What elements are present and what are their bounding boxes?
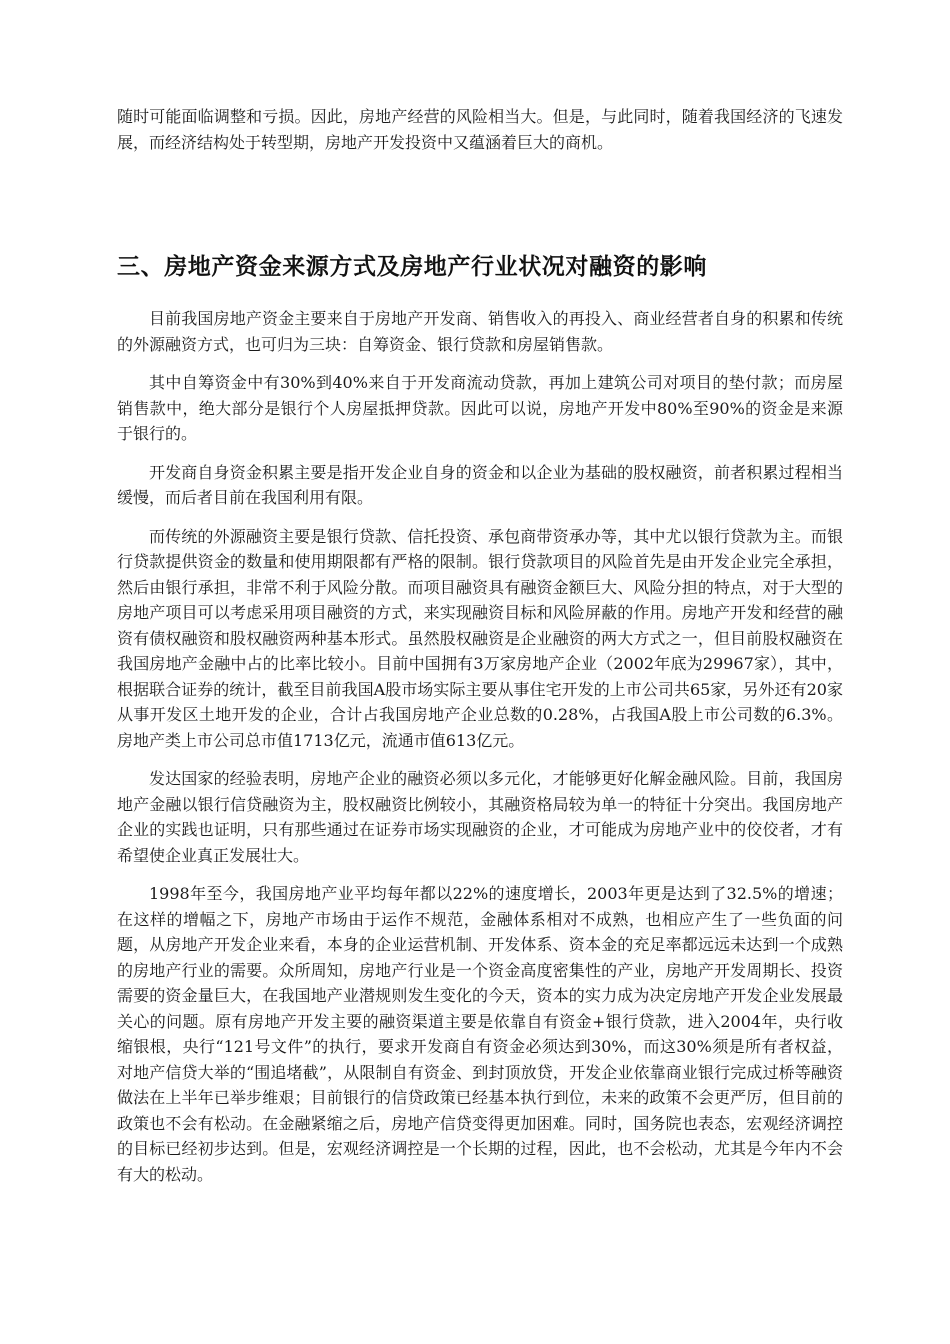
section-heading: 三、房地产资金来源方式及房地产行业状况对融资的影响: [117, 254, 707, 280]
paragraph-external-financing: 而传统的外源融资主要是银行贷款、信托投资、承包商带资承办等，其中尤以银行贷款为主。而银行贷款提供资金的数量和使用期限都有严格的限制。银行贷款项目的风险首先是由开发企业完全承担，然后由银行承担，非常不利于风险分散。而项目融资具有融资金额巨大、风险分担的特点，对于大型的房地产项目可以考虑采用项目融资的方式，来实现融资目标和风险屏蔽的作用。房地产开发和经营的融资有债权融资和股权融资两种基本形式。虽然股权融资是企业融资的两大方式之一，但目前股权融资在我国房地产金融中占的比率比较小。目前中国拥有3万家房地产企业（2002年底为29967家），其中，根据联合证券的统计，截至目前我国A股市场实际主要从事住宅开发的上市公司共65家，另外还有20家从事开发区土地开发的企业，合计占我国房地产企业总数的0.28%，占我国A股上市公司数的6.3%。房地产类上市公司总市值1713亿元，流通市值613亿元。: [117, 526, 843, 750]
paragraph-funding-sources: 目前我国房地产资金主要来自于房地产开发商、销售收入的再投入、商业经营者自身的积累和传统的外源融资方式，也可归为三块：自筹资金、银行贷款和房屋销售款。: [117, 309, 843, 354]
intro-paragraph: 随时可能面临调整和亏损。因此，房地产经营的风险相当大。但是，与此同时，随着我国经济的飞速发展，而经济结构处于转型期，房地产开发投资中又蕴涵着巨大的商机。: [117, 107, 843, 152]
paragraph-diversified-financing: 发达国家的经验表明，房地产企业的融资必须以多元化，才能够更好化解金融风险。目前，我国房地产金融以银行信贷融资为主，股权融资比例较小，其融资格局较为单一的特征十分突出。我国房地产企业的实践也证明，只有那些通过在证券市场实现融资的企业，才可能成为房地产业中的佼佼者，才有希望使企业真正发展壮大。: [117, 769, 843, 865]
paragraph-self-raised-funds: 其中自筹资金中有30%到40%来自于开发商流动贷款，再加上建筑公司对项目的垫付款；而房屋销售款中，绝大部分是银行个人房屋抵押贷款。因此可以说，房地产开发中80%至90%的资金是来源于银行的。: [117, 373, 843, 443]
paragraph-industry-growth: 1998年至今，我国房地产业平均每年都以22%的速度增长，2003年更是达到了32.5%的增速；在这样的增幅之下，房地产市场由于运作不规范，金融体系相对不成熟，也相应产生了一些负面的问题，从房地产开发企业来看，本身的企业运营机制、开发体系、资本金的充足率都远远未达到一个成熟的房地产行业的需要。众所周知，房地产行业是一个资金高度密集性的产业，房地产开发周期长、投资需要的资金量巨大，在我国地产业潜规则发生变化的今天，资本的实力成为决定房地产开发企业发展最关心的问题。原有房地产开发主要的融资渠道主要是依靠自有资金+银行贷款，进入2004年，央行收缩银根，央行“121号文件”的执行，要求开发商自有资金必须达到30%，而这30%须是所有者权益，对地产信贷大举的“围追堵截”，从限制自有资金、到封顶放贷，开发企业依靠商业银行完成过桥等融资做法在上半年已举步维艰；目前银行的信贷政策已经基本执行到位，未来的政策不会更严厉，但目前的政策也不会有松动。在金融紧缩之后，房地产信贷变得更加困难。同时，国务院也表态，宏观经济调控的目标已经初步达到。但是，宏观经济调控是一个长期的过程，因此，也不会松动，尤其是今年内不会有大的松动。: [117, 884, 843, 1184]
paragraph-developer-capital: 开发商自身资金积累主要是指开发企业自身的资金和以企业为基础的股权融资，前者积累过程相当缓慢，而后者目前在我国利用有限。: [117, 462, 843, 507]
document-page: [117, 104, 843, 1187]
